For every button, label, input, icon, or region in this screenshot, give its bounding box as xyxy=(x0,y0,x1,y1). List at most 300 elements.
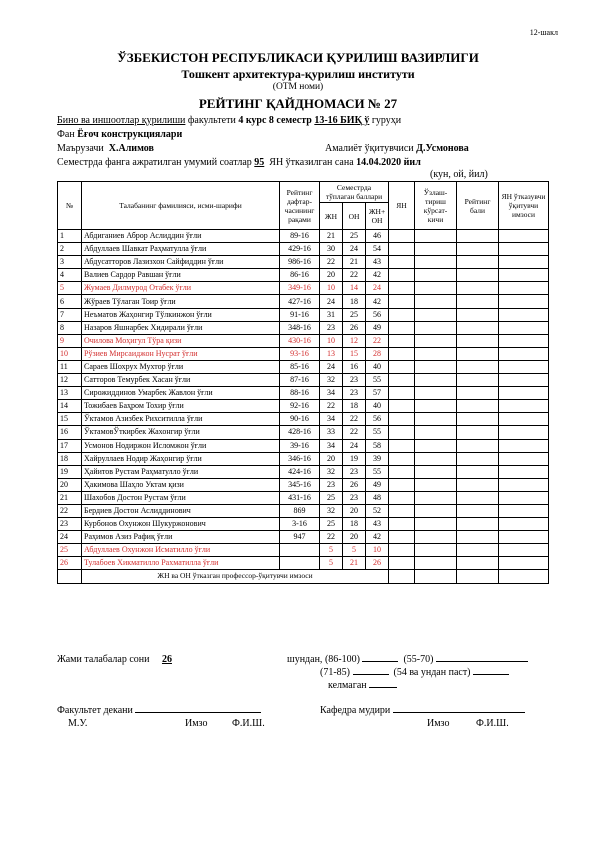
student-name: Сатторов Темурбек Хасан ўғли xyxy=(82,374,280,387)
teacher-sig-cell xyxy=(499,491,549,504)
mastery-cell xyxy=(415,387,457,400)
mastery-cell xyxy=(415,452,457,465)
on-score: 18 xyxy=(343,295,366,308)
row-number: 2 xyxy=(58,243,82,256)
row-number: 9 xyxy=(58,334,82,347)
student-name: Абдусатторов Лазизхон Сайфиддин ўғли xyxy=(82,256,280,269)
subject-value: Ёғоч конструкциялари xyxy=(77,129,183,140)
yan-cell xyxy=(389,230,415,243)
jn-score: 34 xyxy=(320,439,343,452)
date-label: ЯН ўтказилган сана xyxy=(269,157,354,168)
rating-cell xyxy=(457,295,499,308)
head-fio-label: Ф.И.Ш. xyxy=(476,718,509,729)
row-number: 26 xyxy=(58,557,82,570)
on-score: 22 xyxy=(343,413,366,426)
sum-score: 42 xyxy=(366,295,389,308)
practice-label: Амалиёт ўқитувчиси xyxy=(325,143,414,154)
rating-cell xyxy=(457,400,499,413)
seal-label: М.У. xyxy=(68,718,88,729)
record-number: 348-16 xyxy=(280,321,320,334)
mastery-cell xyxy=(415,504,457,517)
row-number: 11 xyxy=(58,360,82,373)
rating-cell xyxy=(457,387,499,400)
on-score: 25 xyxy=(343,308,366,321)
range-line-2 xyxy=(320,667,509,678)
yan-cell xyxy=(389,439,415,452)
table-row xyxy=(58,308,549,321)
mastery-cell xyxy=(415,400,457,413)
on-score: 20 xyxy=(343,504,366,517)
sum-score: 56 xyxy=(366,413,389,426)
sum-score: 54 xyxy=(366,243,389,256)
rating-cell xyxy=(457,230,499,243)
mastery-cell xyxy=(415,256,457,269)
dean-label: Факультет декани xyxy=(57,705,133,716)
row-number: 6 xyxy=(58,295,82,308)
footer-signature-label: ЖН ва ОН ўтказган профессор-ўқитувчи имзоси xyxy=(82,570,389,583)
record-number: 947 xyxy=(280,531,320,544)
on-score: 23 xyxy=(343,374,366,387)
record-number: 39-16 xyxy=(280,439,320,452)
hours-value: 95 xyxy=(254,157,265,168)
table-row xyxy=(58,269,549,282)
range-86-100-blank xyxy=(362,661,398,662)
table-row xyxy=(58,256,549,269)
jn-score: 20 xyxy=(320,452,343,465)
student-name: Назаров Яшнарбек Хидирали ўғли xyxy=(82,321,280,334)
jn-score: 25 xyxy=(320,518,343,531)
practice-line xyxy=(325,143,469,154)
yan-cell xyxy=(389,544,415,557)
row-number: 16 xyxy=(58,426,82,439)
row-number: 21 xyxy=(58,491,82,504)
of-which-label: шундан, xyxy=(287,654,323,665)
range-54-below: (54 ва ундан паст) xyxy=(393,667,471,678)
yan-cell xyxy=(389,413,415,426)
yan-cell xyxy=(389,282,415,295)
teacher-sig-cell xyxy=(499,282,549,295)
table-row xyxy=(58,478,549,491)
record-number: 85-16 xyxy=(280,360,320,373)
date-note: (кун, ой, йил) xyxy=(430,169,488,180)
student-name: Усмонов Нодиржон Исломжон ўғли xyxy=(82,439,280,452)
sum-score: 55 xyxy=(366,465,389,478)
record-number: 429-16 xyxy=(280,243,320,256)
record-number xyxy=(280,544,320,557)
on-score: 22 xyxy=(343,426,366,439)
record-number: 346-16 xyxy=(280,452,320,465)
col-sum: ЖН+ ОН xyxy=(366,203,389,230)
student-name: Жўраев Тўлаган Тоир ўғли xyxy=(82,295,280,308)
yan-cell xyxy=(389,256,415,269)
mastery-cell xyxy=(415,243,457,256)
on-score: 23 xyxy=(343,387,366,400)
teacher-sig-cell xyxy=(499,269,549,282)
yan-cell xyxy=(389,465,415,478)
student-name: Сараев Шохрух Мухтор ўғли xyxy=(82,360,280,373)
col-rating: Рейтинг бали xyxy=(457,182,499,230)
col-no: № xyxy=(58,182,82,230)
rating-cell xyxy=(457,557,499,570)
rating-table xyxy=(57,181,549,584)
teacher-sig-cell xyxy=(499,374,549,387)
footer-empty xyxy=(58,570,82,583)
footer-cell xyxy=(389,570,415,583)
col-semester: Семестрда тўплаган баллари xyxy=(320,182,389,203)
mastery-cell xyxy=(415,557,457,570)
teacher-sig-cell xyxy=(499,465,549,478)
mastery-cell xyxy=(415,518,457,531)
on-score: 22 xyxy=(343,269,366,282)
sum-score: 42 xyxy=(366,269,389,282)
mastery-cell xyxy=(415,269,457,282)
course-semester: 4 курс 8 семестр xyxy=(238,115,312,126)
record-number xyxy=(280,557,320,570)
record-number: 424-16 xyxy=(280,465,320,478)
teacher-sig-cell xyxy=(499,360,549,373)
jn-score: 32 xyxy=(320,465,343,478)
table-row xyxy=(58,531,549,544)
head-signature-blank xyxy=(393,712,525,713)
jn-score: 23 xyxy=(320,478,343,491)
absent-line xyxy=(328,680,397,691)
teacher-sig-cell xyxy=(499,387,549,400)
table-row xyxy=(58,347,549,360)
sum-score: 40 xyxy=(366,400,389,413)
row-number: 12 xyxy=(58,374,82,387)
yan-cell xyxy=(389,308,415,321)
practice-value: Д.Усмонова xyxy=(416,143,469,154)
yan-cell xyxy=(389,557,415,570)
student-name: Ҳайитов Рустам Раҳматулло ўғли xyxy=(82,465,280,478)
jn-score: 22 xyxy=(320,400,343,413)
teacher-sig-cell xyxy=(499,308,549,321)
row-number: 5 xyxy=(58,282,82,295)
rating-cell xyxy=(457,256,499,269)
faculty-line xyxy=(57,115,401,126)
record-number: 90-16 xyxy=(280,413,320,426)
on-score: 26 xyxy=(343,321,366,334)
student-name: Хайруллаев Нодир Жаҳонгир ўғли xyxy=(82,452,280,465)
rating-cell xyxy=(457,531,499,544)
jn-score: 21 xyxy=(320,230,343,243)
mastery-cell xyxy=(415,531,457,544)
col-record: Рейтинг дафтар-часининг рақами xyxy=(280,182,320,230)
record-number: 986-16 xyxy=(280,256,320,269)
yan-cell xyxy=(389,387,415,400)
mastery-cell xyxy=(415,465,457,478)
teacher-sig-cell xyxy=(499,518,549,531)
mastery-cell xyxy=(415,374,457,387)
yan-cell xyxy=(389,478,415,491)
sum-score: 56 xyxy=(366,308,389,321)
teacher-sig-cell xyxy=(499,321,549,334)
rating-cell xyxy=(457,374,499,387)
record-number: 87-16 xyxy=(280,374,320,387)
record-number: 428-16 xyxy=(280,426,320,439)
sum-score: 22 xyxy=(366,334,389,347)
range-line-1 xyxy=(287,654,528,665)
row-number: 10 xyxy=(58,347,82,360)
teacher-sig-cell xyxy=(499,478,549,491)
rating-cell xyxy=(457,452,499,465)
sum-score: 46 xyxy=(366,230,389,243)
dean-fio-label: Ф.И.Ш. xyxy=(232,718,265,729)
rating-cell xyxy=(457,282,499,295)
range-86-100: (86-100) xyxy=(324,654,360,665)
student-name: Ҳакимова Шаҳло Уктам қизи xyxy=(82,478,280,491)
yan-cell xyxy=(389,360,415,373)
teacher-sig-cell xyxy=(499,347,549,360)
institute-title: Тошкент архитектура-қурилиш институти xyxy=(181,67,415,81)
head-label: Кафедра мудири xyxy=(320,705,391,716)
rating-cell xyxy=(457,426,499,439)
yan-cell xyxy=(389,269,415,282)
range-71-85-blank xyxy=(353,674,389,675)
hours-line xyxy=(57,157,421,168)
record-number: 92-16 xyxy=(280,400,320,413)
on-score: 15 xyxy=(343,347,366,360)
absent-label: келмаган xyxy=(328,680,367,691)
row-number: 8 xyxy=(58,321,82,334)
total-value: 26 xyxy=(161,654,172,665)
table-row xyxy=(58,544,549,557)
col-mastery: Ўзлаш-тириш кўрсат-кичи xyxy=(415,182,457,230)
table-row xyxy=(58,243,549,256)
student-name: Жумаев Дилмурод Отабек ўғли xyxy=(82,282,280,295)
sum-score: 42 xyxy=(366,531,389,544)
teacher-sig-cell xyxy=(499,400,549,413)
col-teacher-sig: ЯН ўтказувчи ўқитувчи имзоси xyxy=(499,182,549,230)
range-55-70: (55-70) xyxy=(403,654,434,665)
rating-cell xyxy=(457,243,499,256)
teacher-sig-cell xyxy=(499,426,549,439)
on-score: 18 xyxy=(343,518,366,531)
table-row xyxy=(58,282,549,295)
teacher-sig-cell xyxy=(499,544,549,557)
row-number: 20 xyxy=(58,478,82,491)
sum-score: 10 xyxy=(366,544,389,557)
student-name: Абдуллаев Шавкат Раҳматулла ўғли xyxy=(82,243,280,256)
sum-score: 40 xyxy=(366,360,389,373)
student-name: Рўзиев Мирсаиджон Нусрат ўғли xyxy=(82,347,280,360)
on-score: 23 xyxy=(343,465,366,478)
row-number: 19 xyxy=(58,465,82,478)
on-score: 24 xyxy=(343,439,366,452)
teacher-sig-cell xyxy=(499,334,549,347)
range-54-below-blank xyxy=(473,674,509,675)
on-score: 16 xyxy=(343,360,366,373)
mastery-cell xyxy=(415,295,457,308)
mastery-cell xyxy=(415,360,457,373)
table-row xyxy=(58,387,549,400)
record-number: 93-16 xyxy=(280,347,320,360)
table-row xyxy=(58,400,549,413)
teacher-sig-cell xyxy=(499,243,549,256)
row-number: 15 xyxy=(58,413,82,426)
student-name: Шахобов Достон Рустам ўғли xyxy=(82,491,280,504)
sum-score: 57 xyxy=(366,387,389,400)
sum-score: 43 xyxy=(366,518,389,531)
subject-line xyxy=(57,129,182,140)
mastery-cell xyxy=(415,282,457,295)
student-name: Очилова Моҳигул Тўра қизи xyxy=(82,334,280,347)
rating-cell xyxy=(457,504,499,517)
col-on: ОН xyxy=(343,203,366,230)
record-number: 345-16 xyxy=(280,478,320,491)
rating-cell xyxy=(457,544,499,557)
footer-cell xyxy=(499,570,549,583)
student-name: Тулабоев Хикматилло Рахматилла ўғли xyxy=(82,557,280,570)
yan-cell xyxy=(389,347,415,360)
mastery-cell xyxy=(415,321,457,334)
rating-cell xyxy=(457,478,499,491)
record-number: 349-16 xyxy=(280,282,320,295)
sum-score: 49 xyxy=(366,321,389,334)
jn-score: 34 xyxy=(320,413,343,426)
on-score: 26 xyxy=(343,478,366,491)
jn-score: 25 xyxy=(320,491,343,504)
jn-score: 30 xyxy=(320,243,343,256)
record-number: 869 xyxy=(280,504,320,517)
col-yan: ЯН xyxy=(389,182,415,230)
yan-cell xyxy=(389,531,415,544)
head-sign-label: Имзо xyxy=(427,718,450,729)
jn-score: 24 xyxy=(320,360,343,373)
student-name: Абдиганиев Аброр Аслиддин ўғли xyxy=(82,230,280,243)
student-name: Абдуллаев Охунжон Исматилло ўғли xyxy=(82,544,280,557)
teacher-sig-cell xyxy=(499,452,549,465)
table-row xyxy=(58,426,549,439)
yan-cell xyxy=(389,491,415,504)
jn-score: 34 xyxy=(320,387,343,400)
student-name: Неъматов Жаҳонгир Тўлкинжон ўғли xyxy=(82,308,280,321)
range-71-85: (71-85) xyxy=(320,667,350,678)
faculty-name: Бино ва иншоотлар қурилиши xyxy=(57,115,186,126)
student-name: Курбонов Охунжон Шукуржонович xyxy=(82,518,280,531)
yan-cell xyxy=(389,321,415,334)
total-line xyxy=(57,654,182,665)
col-jn: ЖН xyxy=(320,203,343,230)
jn-score: 32 xyxy=(320,504,343,517)
lecturer-line xyxy=(57,143,154,154)
teacher-sig-cell xyxy=(499,504,549,517)
jn-score: 10 xyxy=(320,334,343,347)
rating-cell xyxy=(457,413,499,426)
record-number: 427-16 xyxy=(280,295,320,308)
jn-score: 32 xyxy=(320,374,343,387)
yan-cell xyxy=(389,374,415,387)
record-number: 431-16 xyxy=(280,491,320,504)
yan-cell xyxy=(389,504,415,517)
subject-label: Фан xyxy=(57,129,75,140)
yan-cell xyxy=(389,243,415,256)
lecturer-value: Х.Алимов xyxy=(108,143,154,154)
dean-line xyxy=(57,705,261,716)
rating-cell xyxy=(457,491,499,504)
teacher-sig-cell xyxy=(499,439,549,452)
jn-score: 13 xyxy=(320,347,343,360)
rating-cell xyxy=(457,439,499,452)
rating-cell xyxy=(457,347,499,360)
jn-score: 5 xyxy=(320,544,343,557)
on-score: 19 xyxy=(343,452,366,465)
hours-label: Семестрда фанга ажратилган умумий соатлар xyxy=(57,157,252,168)
yan-cell xyxy=(389,452,415,465)
yan-cell xyxy=(389,518,415,531)
table-row xyxy=(58,295,549,308)
col-name: Талабанинг фамилияси, исми-шарифи xyxy=(82,182,280,230)
sum-score: 39 xyxy=(366,452,389,465)
jn-score: 5 xyxy=(320,557,343,570)
head-line xyxy=(320,705,525,716)
sum-score: 28 xyxy=(366,347,389,360)
row-number: 1 xyxy=(58,230,82,243)
on-score: 24 xyxy=(343,243,366,256)
row-number: 22 xyxy=(58,504,82,517)
table-row xyxy=(58,518,549,531)
table-row xyxy=(58,465,549,478)
jn-score: 31 xyxy=(320,308,343,321)
row-number: 24 xyxy=(58,531,82,544)
jn-score: 24 xyxy=(320,295,343,308)
jn-score: 33 xyxy=(320,426,343,439)
total-label: Жами талабалар сони xyxy=(57,654,150,665)
jn-score: 22 xyxy=(320,531,343,544)
mastery-cell xyxy=(415,478,457,491)
student-name: Бердиев Достон Аслиддинович xyxy=(82,504,280,517)
mastery-cell xyxy=(415,347,457,360)
group-value: 13-16 БИҚ ў xyxy=(314,115,370,126)
teacher-sig-cell xyxy=(499,413,549,426)
sum-score: 24 xyxy=(366,282,389,295)
sum-score: 48 xyxy=(366,491,389,504)
mastery-cell xyxy=(415,413,457,426)
teacher-sig-cell xyxy=(499,531,549,544)
ministry-title: ЎЗБЕКИСТОН РЕСПУБЛИКАСИ ҚУРИЛИШ ВАЗИРЛИГИ xyxy=(117,50,479,65)
range-55-70-blank xyxy=(436,661,528,662)
rating-cell xyxy=(457,334,499,347)
table-row xyxy=(58,452,549,465)
student-name: ЎктамовЎткирбек Жахонгир ўғли xyxy=(82,426,280,439)
date-value: 14.04.2020 йил xyxy=(356,157,421,168)
mastery-cell xyxy=(415,426,457,439)
table-row xyxy=(58,504,549,517)
dean-signature-blank xyxy=(135,712,261,713)
sum-score: 26 xyxy=(366,557,389,570)
table-row xyxy=(58,491,549,504)
row-number: 18 xyxy=(58,452,82,465)
jn-score: 10 xyxy=(320,282,343,295)
sum-score: 58 xyxy=(366,439,389,452)
student-name: Валиев Сардор Равшан ўғли xyxy=(82,269,280,282)
faculty-suffix: факультети xyxy=(187,115,236,126)
yan-cell xyxy=(389,295,415,308)
on-score: 21 xyxy=(343,557,366,570)
record-number: 86-16 xyxy=(280,269,320,282)
yan-cell xyxy=(389,334,415,347)
table-row xyxy=(58,374,549,387)
table-row xyxy=(58,413,549,426)
row-number: 4 xyxy=(58,269,82,282)
rating-cell xyxy=(457,269,499,282)
teacher-sig-cell xyxy=(499,256,549,269)
row-number: 7 xyxy=(58,308,82,321)
rating-cell xyxy=(457,518,499,531)
mastery-cell xyxy=(415,308,457,321)
sum-score: 55 xyxy=(366,426,389,439)
student-name: Тожибаев Баҳром Тохир ўғли xyxy=(82,400,280,413)
